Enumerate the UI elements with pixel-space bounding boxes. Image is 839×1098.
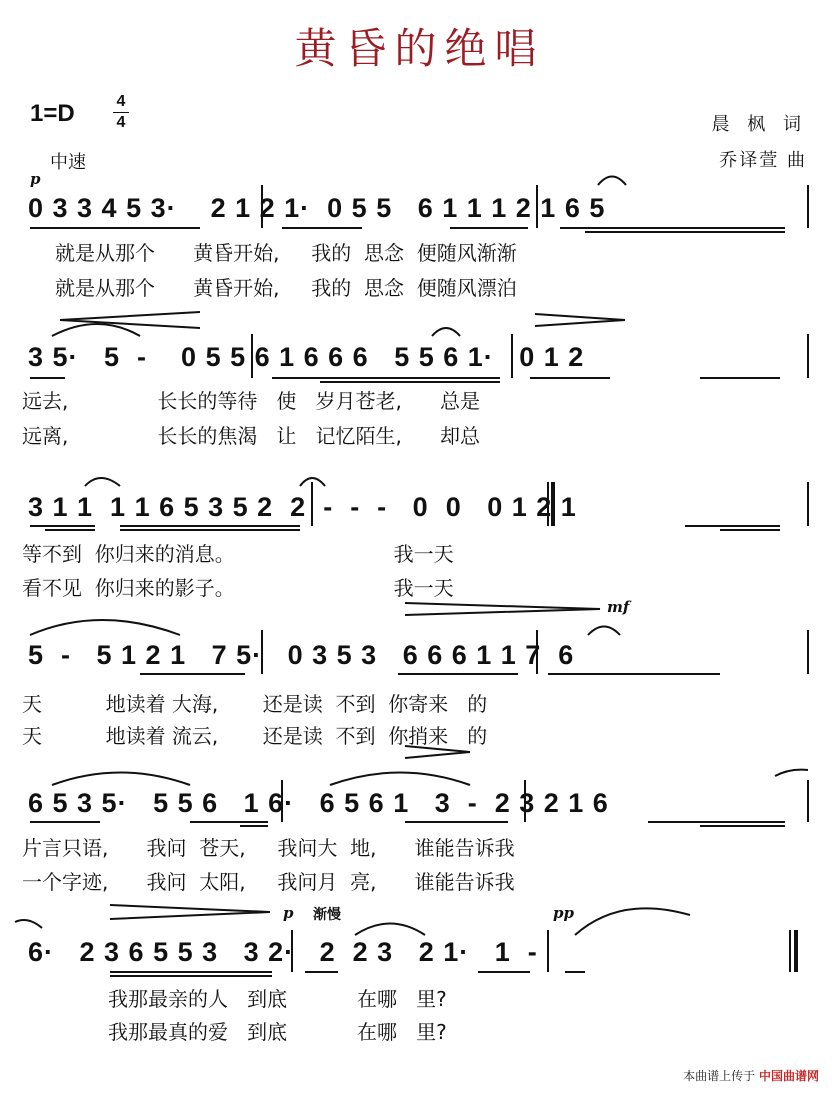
lyrics-row-2-verse-2: 远离, 长长的焦渴 让 记忆陌生, 却总 xyxy=(22,424,481,448)
notes-row-6: 6· 2 3 6 5 5 3 3 2· 2 2 3 2 1· 1 - xyxy=(28,937,538,967)
song-title: 黄昏的绝唱 xyxy=(294,24,545,73)
dynamic-mf: mf xyxy=(607,598,630,616)
footer-credit xyxy=(683,1067,819,1084)
lyrics-row-5-verse-2: 一个字迹, 我问 太阳, 我问月 亮, 谁能告诉我 xyxy=(22,870,515,894)
ritardando-mark: 渐慢 xyxy=(313,907,341,923)
dynamic-p-start: p xyxy=(30,170,41,188)
notes-row-5: 6 5 3 5· 5 5 6 1 6· 6 5 6 1 3 - 2 3 2 1 6 xyxy=(28,788,609,818)
lyrics-row-1-verse-2: 就是从那个 黄昏开始, 我的 思念 便随风漂泊 xyxy=(55,276,517,300)
hairpin xyxy=(535,314,625,326)
lyrics-row-3-verse-2: 看不见 你归来的影子。 我一天 xyxy=(22,576,454,600)
lyrics-row-3-verse-1: 等不到 你归来的消息。 我一天 xyxy=(22,542,454,566)
slur xyxy=(588,627,620,636)
dynamic-pp: pp xyxy=(553,904,574,922)
slur xyxy=(85,478,120,486)
notes-row-4: 5 - 5 1 2 1 7 5· 0 3 5 3 6 6 6 1 1 7 6 xyxy=(28,640,575,670)
slur xyxy=(52,773,190,786)
slur xyxy=(598,177,626,186)
slur xyxy=(432,328,460,336)
tempo-marking: 中速 xyxy=(50,152,86,173)
footer-text: 本曲谱上传于 xyxy=(683,1069,756,1083)
lyrics-row-4-verse-1: 天 地读着 大海, 还是读 不到 你寄来 的 xyxy=(22,692,488,716)
site-logo: 中国曲谱网 xyxy=(758,1069,819,1083)
lyrics-row-2-verse-1: 远去, 长长的等待 使 岁月苍老, 总是 xyxy=(22,389,481,413)
hairpin xyxy=(110,905,270,919)
slur xyxy=(775,770,808,776)
lyrics-row-6-verse-1: 我那最亲的人 到底 在哪 里? xyxy=(108,987,447,1011)
time-sig-top: 4 xyxy=(116,93,126,110)
lyrics-row-6-verse-2: 我那最真的爱 到底 在哪 里? xyxy=(108,1020,447,1044)
lyrics-row-5-verse-1: 片言只语, 我问 苍天, 我问大 地, 谁能告诉我 xyxy=(22,836,515,860)
slur xyxy=(15,920,42,928)
lyrics-row-1-verse-1: 就是从那个 黄昏开始, 我的 思念 便随风渐渐 xyxy=(55,241,517,265)
slur xyxy=(30,620,180,635)
slur xyxy=(575,908,690,935)
notes-row-2: 3 5· 5 - 0 5 5 6 1 6 6 6 5 5 6 1· 0 1 2 xyxy=(28,342,585,372)
key-signature: 1=D xyxy=(30,100,75,127)
lyrics-row-4-verse-2: 天 地读着 流云, 还是读 不到 你捎来 的 xyxy=(22,724,488,748)
hairpin xyxy=(405,746,470,758)
lyricist-credit: 晨 枫 词 xyxy=(711,114,807,135)
time-sig-bottom: 4 xyxy=(116,114,126,131)
notes-row-3: 3 1 1 1 1 6 5 3 5 2 2 - - - 0 0 0 1 2 1 xyxy=(28,492,577,522)
dynamic-p-end: p xyxy=(283,904,294,922)
notes-row-1: 0 3 3 4 5 3· 2 1 2 1· 0 5 5 6 1 1 1 2 1 6 5 xyxy=(28,193,606,223)
slur xyxy=(355,924,425,936)
slur xyxy=(330,773,470,786)
slur xyxy=(52,324,140,336)
composer-credit: 乔译萱 曲 xyxy=(719,150,807,171)
hairpin xyxy=(405,603,600,615)
